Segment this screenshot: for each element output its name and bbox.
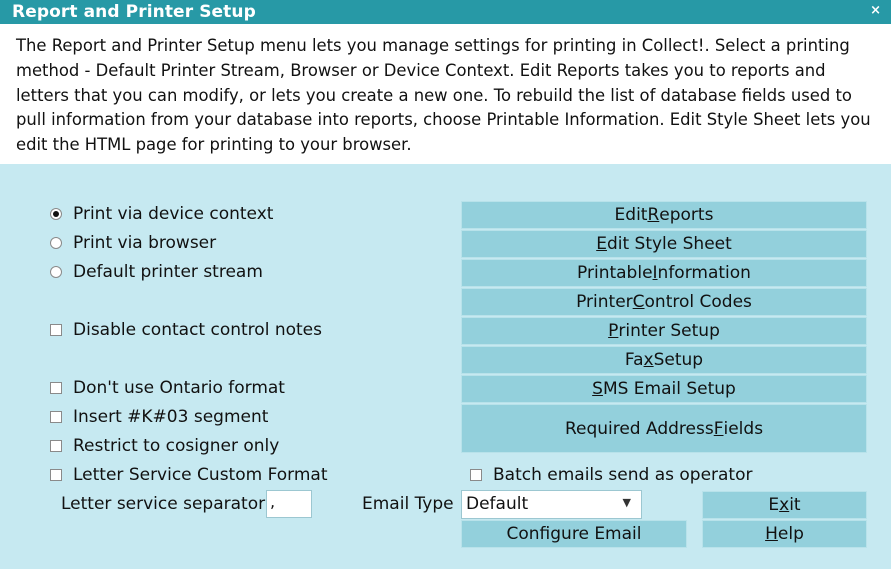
radio-button-icon[interactable]: [50, 266, 62, 278]
checkbox-disable-contact-notes[interactable]: [50, 318, 322, 342]
sms-email-setup-button[interactable]: S MS Email Setup: [461, 375, 867, 403]
radio-default-printer-stream[interactable]: [50, 260, 263, 284]
checkbox-label: Letter Service Custom Format: [73, 465, 328, 485]
email-type-value: Default: [466, 494, 529, 514]
radio-label: Print via browser: [73, 233, 217, 253]
description-panel: [0, 24, 891, 164]
window-title: Report and Printer Setup: [12, 2, 256, 22]
printer-setup-button[interactable]: P rinter Setup: [461, 317, 867, 345]
email-type-select[interactable]: [461, 490, 642, 519]
description-text: The Report and Printer Setup menu lets you manage settings for printing in Collect!. Select a printing method - Default Printer Stream, Browser or Device Context. Edit Reports takes you to reports and letters that you can modify, or lets you create a new one. To rebuild the list of database fields used to pull information from your database into reports, choose Printable Information. Edit Style Sheet lets you edit the HTML page for printing to your browser.: [16, 36, 871, 155]
letter-service-separator-label: Letter service separator: [61, 494, 266, 514]
fax-setup-button[interactable]: Fa x Setup: [461, 346, 867, 374]
exit-button[interactable]: E x it: [702, 491, 867, 519]
title-bar: [0, 0, 891, 24]
checkbox-insert-segment[interactable]: [50, 405, 268, 429]
configure-email-button[interactable]: Configure Email: [461, 520, 687, 548]
required-address-fields-button[interactable]: Required Address F ields: [461, 404, 867, 453]
checkbox-icon[interactable]: [50, 440, 62, 452]
checkbox-batch-emails[interactable]: [470, 463, 753, 487]
close-icon[interactable]: ×: [870, 3, 881, 18]
printer-control-codes-button[interactable]: Printer C ontrol Codes: [461, 288, 867, 316]
checkbox-icon[interactable]: [50, 324, 62, 336]
checkbox-icon[interactable]: [470, 469, 482, 481]
chevron-down-icon[interactable]: ▼: [622, 496, 631, 509]
radio-label: Default printer stream: [73, 262, 263, 282]
checkbox-restrict-cosigner[interactable]: [50, 434, 279, 458]
checkbox-label: Don't use Ontario format: [73, 378, 285, 398]
letter-service-separator-input[interactable]: ,: [266, 490, 312, 518]
checkbox-icon[interactable]: [50, 411, 62, 423]
radio-print-device-context[interactable]: [50, 202, 273, 226]
checkbox-label: Restrict to cosigner only: [73, 436, 280, 456]
radio-print-browser[interactable]: [50, 231, 216, 255]
help-button[interactable]: H elp: [702, 520, 867, 548]
checkbox-icon[interactable]: [50, 469, 62, 481]
radio-button-icon[interactable]: [50, 237, 62, 249]
radio-label: Print via device context: [73, 204, 274, 224]
checkbox-label: Batch emails send as operator: [493, 465, 753, 485]
edit-style-sheet-button[interactable]: E dit Style Sheet: [461, 230, 867, 258]
checkbox-dont-use-ontario[interactable]: [50, 376, 285, 400]
checkbox-label: Insert #K#03 segment: [73, 407, 269, 427]
edit-reports-button[interactable]: Edit R eports: [461, 201, 867, 229]
radio-button-icon[interactable]: [50, 208, 62, 220]
checkbox-letter-custom-format[interactable]: [50, 463, 328, 487]
checkbox-label: Disable contact control notes: [73, 320, 322, 340]
email-type-label: Email Type: [362, 494, 454, 514]
checkbox-icon[interactable]: [50, 382, 62, 394]
printable-information-button[interactable]: Printable I nformation: [461, 259, 867, 287]
